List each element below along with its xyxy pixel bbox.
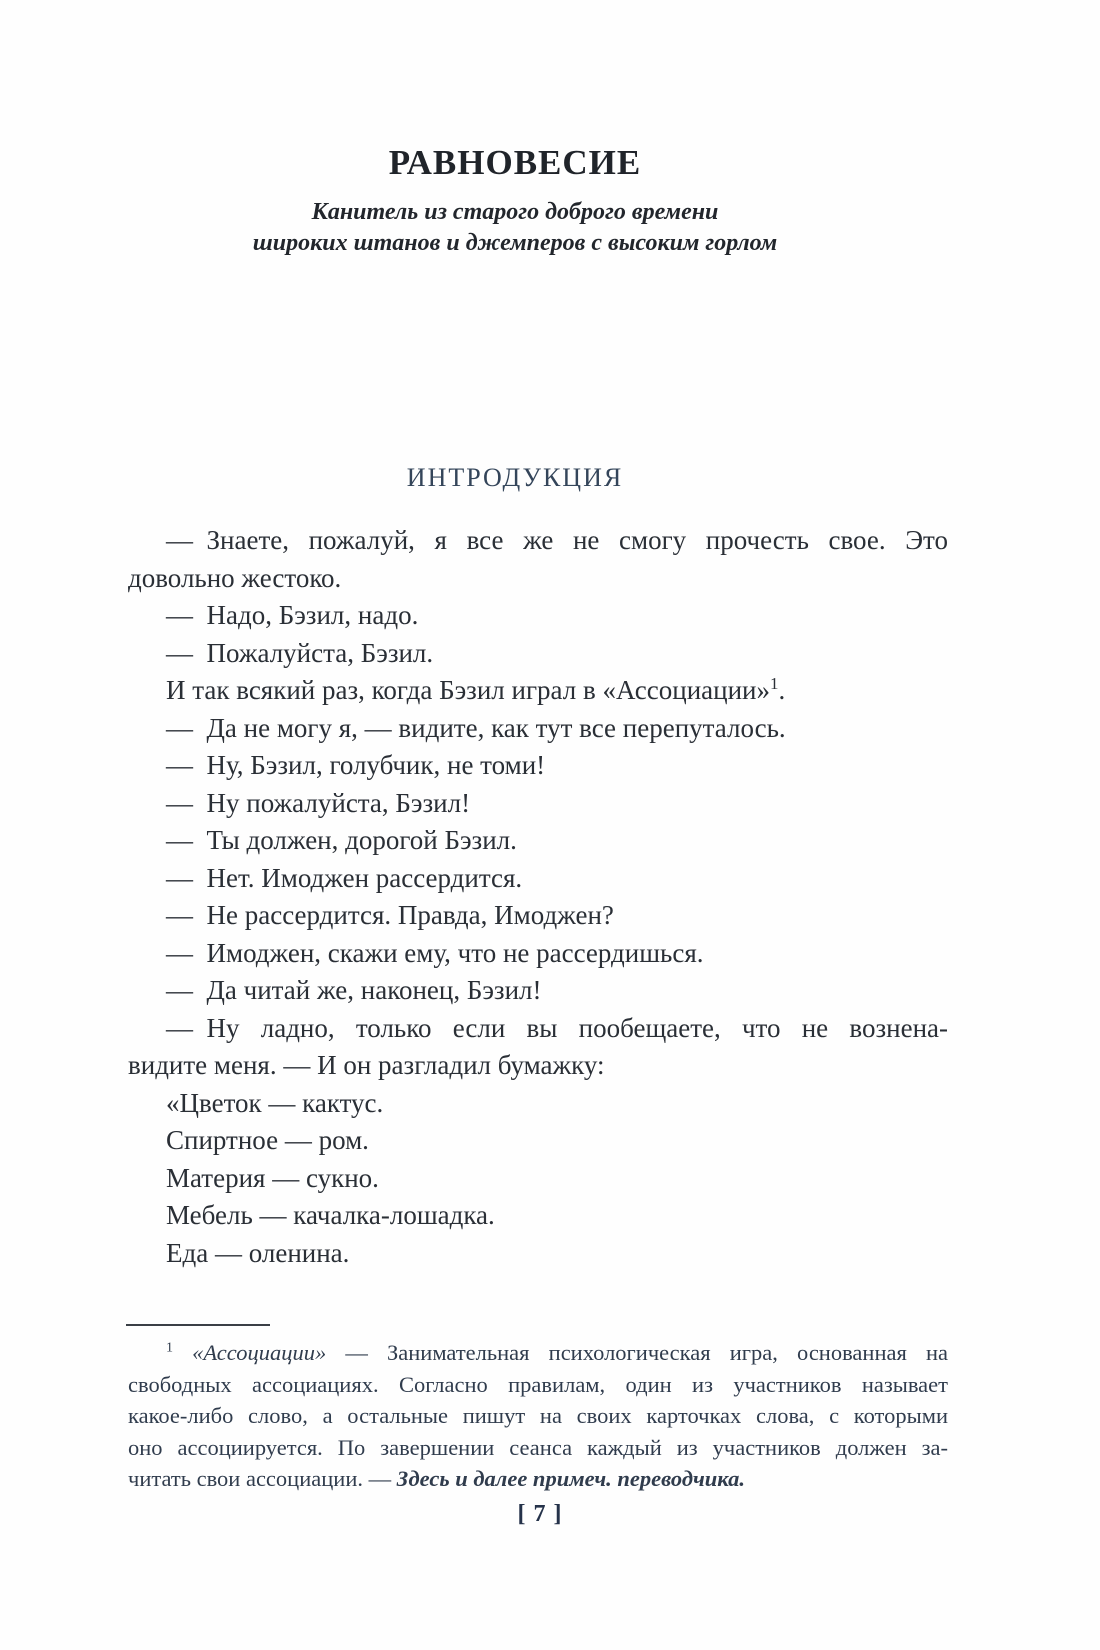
footnote-reference-mark: 1 — [770, 674, 779, 693]
body-line: «Цветок — кактус. — [166, 1087, 384, 1118]
body-line: Материя — сукно. — [166, 1162, 379, 1193]
chapter-subtitle-line-2: широких штанов и джемперов с высоким горлом — [252, 230, 778, 256]
footnote-line-text: — Занимательная психологическая игра, основанная на — [326, 1340, 948, 1365]
body-line: — Пожалуйста, Бэзил. — [166, 637, 434, 668]
footnote-line: свободных ассоциациях. Согласно правилам, один из участников называет — [128, 1371, 948, 1397]
body-line: Мебель — качалка-лошадка. — [166, 1200, 495, 1230]
body-line: — Знаете, пожалуй, я все же не смогу прочесть свое. Это — [166, 525, 948, 555]
footnote-line: какое-либо слово, а остальные пишут на своих карточках слова, с которыми — [128, 1403, 948, 1428]
body-line: видите меня. — И он разгладил бумажку: — [128, 1050, 605, 1080]
body-line: — Не рассердится. Правда, Имоджен? — [166, 900, 614, 930]
footnote-line: оно ассоциируется. По завершении сеанса каждый из участников должен за- — [128, 1434, 948, 1460]
chapter-subtitle — [0, 197, 1030, 259]
body-line: — Надо, Бэзил, надо. — [166, 600, 419, 630]
body-line: — Ты должен, дорогой Бэзил. — [166, 825, 517, 855]
body-line: — Ну пожалуйста, Бэзил! — [166, 787, 471, 818]
body-line: — Да не могу я, — видите, как тут все перепуталось. — [166, 712, 786, 743]
body-line: довольно жестоко. — [128, 562, 342, 593]
body-line: — Ну, Бэзил, голубчик, не томи! — [166, 750, 546, 780]
body-text — [128, 522, 948, 1272]
body-line: — Нет. Имоджен рассердится. — [166, 862, 523, 893]
footnote-line-text: читать свои ассоциации. — — [128, 1466, 397, 1491]
footnote-term: «Ассоциации» — [173, 1340, 327, 1365]
body-line: — Имоджен, скажи ему, что не рассердишься. — [166, 937, 704, 968]
body-line: Спиртное — ром. — [166, 1125, 369, 1155]
footnote-line — [128, 1463, 948, 1495]
body-line-text: . — [778, 675, 786, 705]
body-line: — Ну ладно, только если вы пообещаете, что не вознена- — [166, 1012, 948, 1043]
body-line — [128, 672, 948, 710]
chapter-subtitle-line-1: Канитель из старого доброго времени — [311, 199, 719, 225]
footnote-translator-note: Здесь и далее примеч. переводчика. — [396, 1466, 746, 1491]
footnote-line — [128, 1337, 948, 1369]
chapter-title: РАВНОВЕСИЕ — [388, 143, 642, 182]
body-line: — Да читай же, наконец, Бэзил! — [166, 975, 542, 1005]
body-line: Еда — оленина. — [166, 1237, 350, 1268]
footnote-number: 1 — [166, 1340, 173, 1356]
footnote — [128, 1337, 948, 1495]
footnote-divider — [126, 1324, 270, 1326]
body-line-text: И так всякий раз, когда Бэзил играл в «Ассоциации» — [166, 675, 771, 705]
section-heading: ИНТРОДУКЦИЯ — [406, 463, 624, 492]
page-number: [ 7 ] — [517, 1501, 563, 1527]
